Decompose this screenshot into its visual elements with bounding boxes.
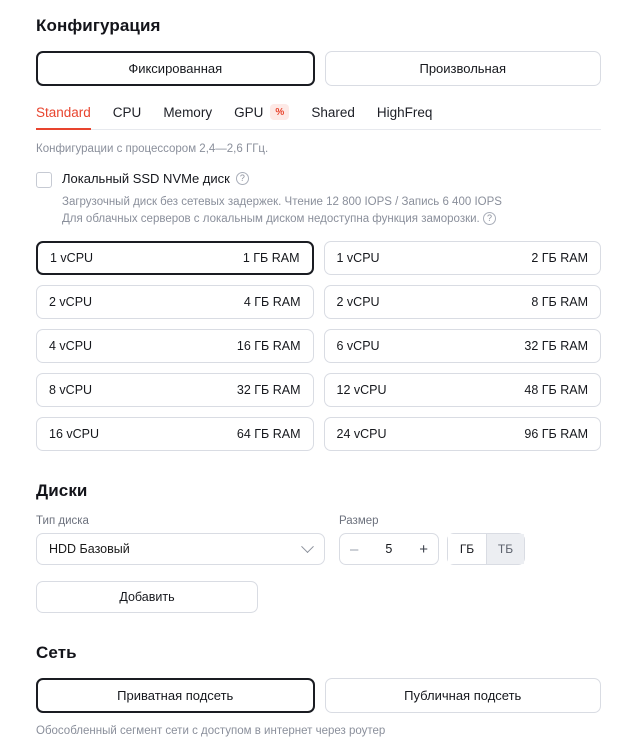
flavor-ram: 2 ГБ RAM bbox=[531, 251, 588, 266]
config-mode-custom[interactable]: Произвольная bbox=[325, 51, 602, 86]
disk-config-row bbox=[36, 515, 601, 565]
tab-shared[interactable] bbox=[311, 105, 355, 120]
flavor-ram: 4 ГБ RAM bbox=[243, 295, 301, 310]
flavor-option[interactable] bbox=[324, 241, 602, 275]
flavor-cpu: 4 vCPU bbox=[49, 339, 93, 354]
flavor-cpu: 2 vCPU bbox=[49, 295, 93, 310]
local-ssd-label: Локальный SSD NVMe диск bbox=[62, 171, 230, 186]
flavor-ram: 32 ГБ RAM bbox=[524, 339, 588, 354]
question-icon[interactable]: ? bbox=[236, 172, 249, 185]
flavor-cpu: 2 vCPU bbox=[336, 295, 380, 310]
tab-gpu[interactable] bbox=[234, 104, 289, 120]
flavor-option[interactable] bbox=[36, 417, 314, 451]
disk-type-label: Тип диска bbox=[36, 515, 89, 528]
config-mode-toggle bbox=[36, 51, 601, 86]
tab-cpu[interactable] bbox=[113, 105, 142, 120]
flavor-ram: 96 ГБ RAM bbox=[524, 427, 588, 442]
tab-shared-label: Shared bbox=[311, 104, 355, 120]
disk-unit-toggle bbox=[447, 533, 525, 565]
chevron-down-icon bbox=[301, 540, 314, 553]
tab-gpu-label: GPU bbox=[234, 104, 264, 120]
disk-size-value[interactable]: 5 bbox=[385, 542, 393, 557]
flavor-cpu: 1 vCPU bbox=[50, 251, 94, 266]
tab-cpu-label: CPU bbox=[112, 104, 142, 120]
tab-memory[interactable] bbox=[163, 105, 212, 120]
flavor-cpu: 24 vCPU bbox=[336, 427, 387, 442]
disk-type-select[interactable] bbox=[36, 533, 325, 565]
flavor-grid bbox=[36, 241, 601, 451]
local-ssd-label-wrap bbox=[62, 171, 249, 186]
network-note: Обособленный сегмент сети с доступом в интернет через роутер bbox=[36, 725, 386, 737]
flavor-ram: 16 ГБ RAM bbox=[236, 339, 301, 354]
network-title: Сеть bbox=[36, 643, 77, 663]
tab-memory-label: Memory bbox=[163, 104, 213, 120]
flavor-option[interactable] bbox=[324, 373, 602, 407]
disk-size-field bbox=[339, 515, 525, 565]
network-public-option[interactable]: Публичная подсеть bbox=[325, 678, 602, 713]
config-mode-fixed[interactable]: Фиксированная bbox=[36, 51, 315, 86]
add-disk-button[interactable]: Добавить bbox=[36, 581, 258, 613]
question-icon[interactable]: ? bbox=[483, 212, 496, 225]
flavor-ram: 64 ГБ RAM bbox=[236, 427, 301, 442]
disk-size-label: Размер bbox=[339, 515, 379, 528]
flavor-option[interactable] bbox=[324, 285, 602, 319]
flavor-cpu: 6 vCPU bbox=[336, 339, 380, 354]
tab-highfreq[interactable] bbox=[377, 105, 433, 120]
tab-standard[interactable] bbox=[36, 105, 91, 120]
flavor-cpu: 8 vCPU bbox=[49, 383, 93, 398]
flavor-cpu: 1 vCPU bbox=[336, 251, 380, 266]
local-ssd-desc-line2: Для облачных серверов с локальным диском недоступна функция заморозки. bbox=[62, 212, 480, 225]
disk-type-value: HDD Базовый bbox=[49, 542, 130, 557]
disk-size-stepper[interactable] bbox=[339, 533, 439, 565]
network-private-option[interactable]: Приватная подсеть bbox=[36, 678, 315, 713]
config-tabs bbox=[36, 104, 601, 130]
local-ssd-description bbox=[62, 194, 601, 227]
flavor-option[interactable] bbox=[36, 373, 314, 407]
flavor-cpu: 12 vCPU bbox=[336, 383, 387, 398]
unit-gb[interactable]: ГБ bbox=[448, 534, 486, 564]
flavor-option[interactable] bbox=[36, 329, 314, 363]
flavor-ram: 8 ГБ RAM bbox=[531, 295, 588, 310]
flavor-option[interactable] bbox=[324, 329, 602, 363]
plus-icon[interactable]: + bbox=[419, 540, 428, 558]
disk-size-controls bbox=[339, 533, 525, 565]
page-title: Конфигурация bbox=[36, 16, 161, 35]
local-ssd-desc-line2-wrap bbox=[62, 211, 601, 228]
flavor-ram: 48 ГБ RAM bbox=[524, 383, 588, 398]
percent-badge-icon: % bbox=[270, 104, 289, 120]
network-toggle bbox=[36, 678, 601, 713]
flavor-ram: 32 ГБ RAM bbox=[236, 383, 301, 398]
unit-tb[interactable]: ТБ bbox=[486, 534, 524, 564]
disks-title: Диски bbox=[36, 481, 88, 501]
flavor-option[interactable] bbox=[36, 285, 314, 319]
local-ssd-desc-line1: Загрузочный диск без сетевых задержек. Чтение 12 800 IOPS / Запись 6 400 IOPS bbox=[62, 196, 502, 208]
tab-highfreq-label: HighFreq bbox=[376, 104, 433, 120]
flavor-option[interactable] bbox=[324, 417, 602, 451]
local-ssd-checkbox[interactable] bbox=[36, 172, 52, 188]
flavor-ram: 1 ГБ RAM bbox=[242, 251, 300, 266]
flavor-cpu: 16 vCPU bbox=[49, 427, 100, 442]
disk-type-field bbox=[36, 515, 325, 565]
flavor-option[interactable] bbox=[36, 241, 314, 275]
local-ssd-row bbox=[36, 171, 601, 188]
minus-icon[interactable]: – bbox=[350, 540, 359, 558]
cpu-frequency-hint: Конфигурации с процессором 2,4—2,6 ГГц. bbox=[36, 143, 269, 155]
tab-standard-label: Standard bbox=[36, 104, 91, 120]
